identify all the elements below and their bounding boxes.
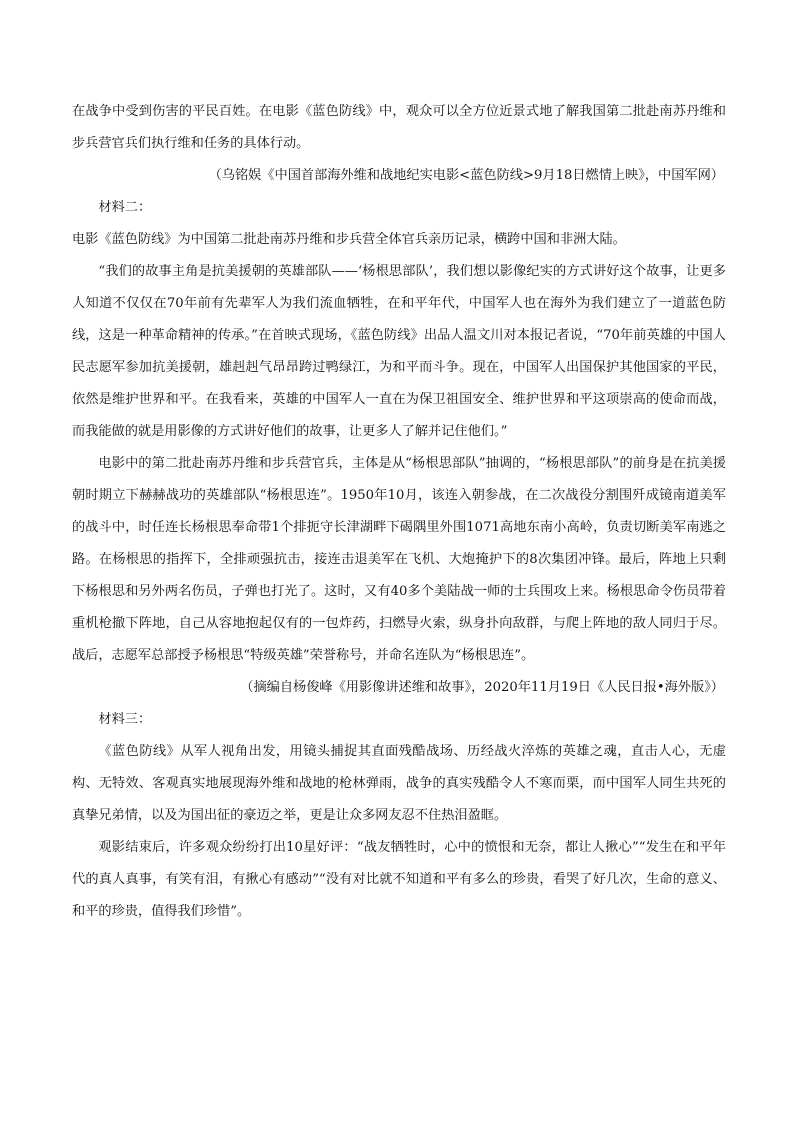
paragraph-material-one-end: 在战争中受到伤害的平民百姓。在电影《蓝色防线》中，观众可以全方位近景式地了解我国第二批赴南苏丹维和步兵营官兵们执行维和任务的具体行动。 xyxy=(72,104,726,151)
paragraph-film-review: 《蓝色防线》从军人视角出发，用镜头捕捉其直面残酷战场、历经战火淬炼的英雄之魂，直击人心，无虚构、无特效、客观真实地展现海外维和战地的枪林弹雨，战争的真实残酷令人不寒而栗，而中国军人同生共死的真挚兄弟情，以及为国出征的豪迈之举，更是让众多网友忍不住热泪盈眶。 xyxy=(72,744,726,823)
source-citation-one: （乌铭娱《中国首部海外维和战地纪实电影<蓝色防线>9月18日燃情上映》，中国军网） xyxy=(208,168,724,183)
heading-material-two: 材料二： xyxy=(98,200,152,215)
paragraph-yang-gensi-history: 电影中的第二批赴南苏丹维和步兵营官兵，主体是从“杨根思部队”抽调的，“杨根思部队”的前身是在抗美援朝时期立下赫赫战功的英雄部队“杨根思连”。1950年10月，该连入朝参战，在二次战役分割围歼成镜南道美军的战斗中，时任连长杨根思奉命带1个排扼守长津湖畔下碣隅里外围1071高地东南小高岭，负责切断美军南逃之路。在杨根思的指挥下，全排顽强抗击，接连击退美军在飞机、大炮掩护下的8次集团冲锋。最后，阵地上只剩下杨根思和另外两名伤员，子弹也打光了。这时，又有40多个美陆战一师的士兵围攻上来。杨根思命令伤员带着重机枪撤下阵地，自己从容地抱起仅有的一包炸药，扫燃导火索，纵身扑向敌群，与爬上阵地的敌人同归于尽。战后，志愿军总部授予杨根思“特级英雄”荣誉称号，并命名连队为“杨根思连”。 xyxy=(72,456,726,663)
paragraph-audience-comments: 观影结束后，许多观众纷纷打出10星好评：“战友牺牲时，心中的愤恨和无奈，都让人揪心”“发生在和平年代的真人真事，有笑有泪，有揪心有感动”“没有对比就不知道和平有多么的珍贵，看哭了好几次，生命的意义、和平的珍贵，值得我们珍惜”。 xyxy=(72,840,726,919)
document-page xyxy=(72,96,726,928)
paragraph-producer-quote: “我们的故事主角是抗美援朝的英雄部队——‘杨根思部队’，我们想以影像纪实的方式讲好这个故事，让更多人知道不仅仅在70年前有先辈军人为我们流血牺牲，在和平年代，中国军人也在海外为我们建立了一道蓝色防线，这是一种革命精神的传承。”在首映式现场，《蓝色防线》出品人温文川对本报记者说，“70年前英雄的中国人民志愿军参加抗美援朝，雄赳赳气昂昂跨过鸭绿江，为和平而斗争。现在，中国军人出国保护其他国家的平民，依然是维护世界和平。在我看来，英雄的中国军人一直在为保卫祖国安全、维护世界和平这项崇高的使命而战，而我能做的就是用影像的方式讲好他们的故事，让更多人了解并记住他们。” xyxy=(72,264,726,439)
heading-material-three: 材料三： xyxy=(98,712,152,727)
paragraph-film-intro: 电影《蓝色防线》为中国第二批赴南苏丹维和步兵营全体官兵亲历记录，横跨中国和非洲大陆。 xyxy=(72,232,626,247)
source-citation-two: （摘编自杨俊峰《用影像讲述维和故事》，2020年11月19日《人民日报•海外版》） xyxy=(240,680,724,695)
